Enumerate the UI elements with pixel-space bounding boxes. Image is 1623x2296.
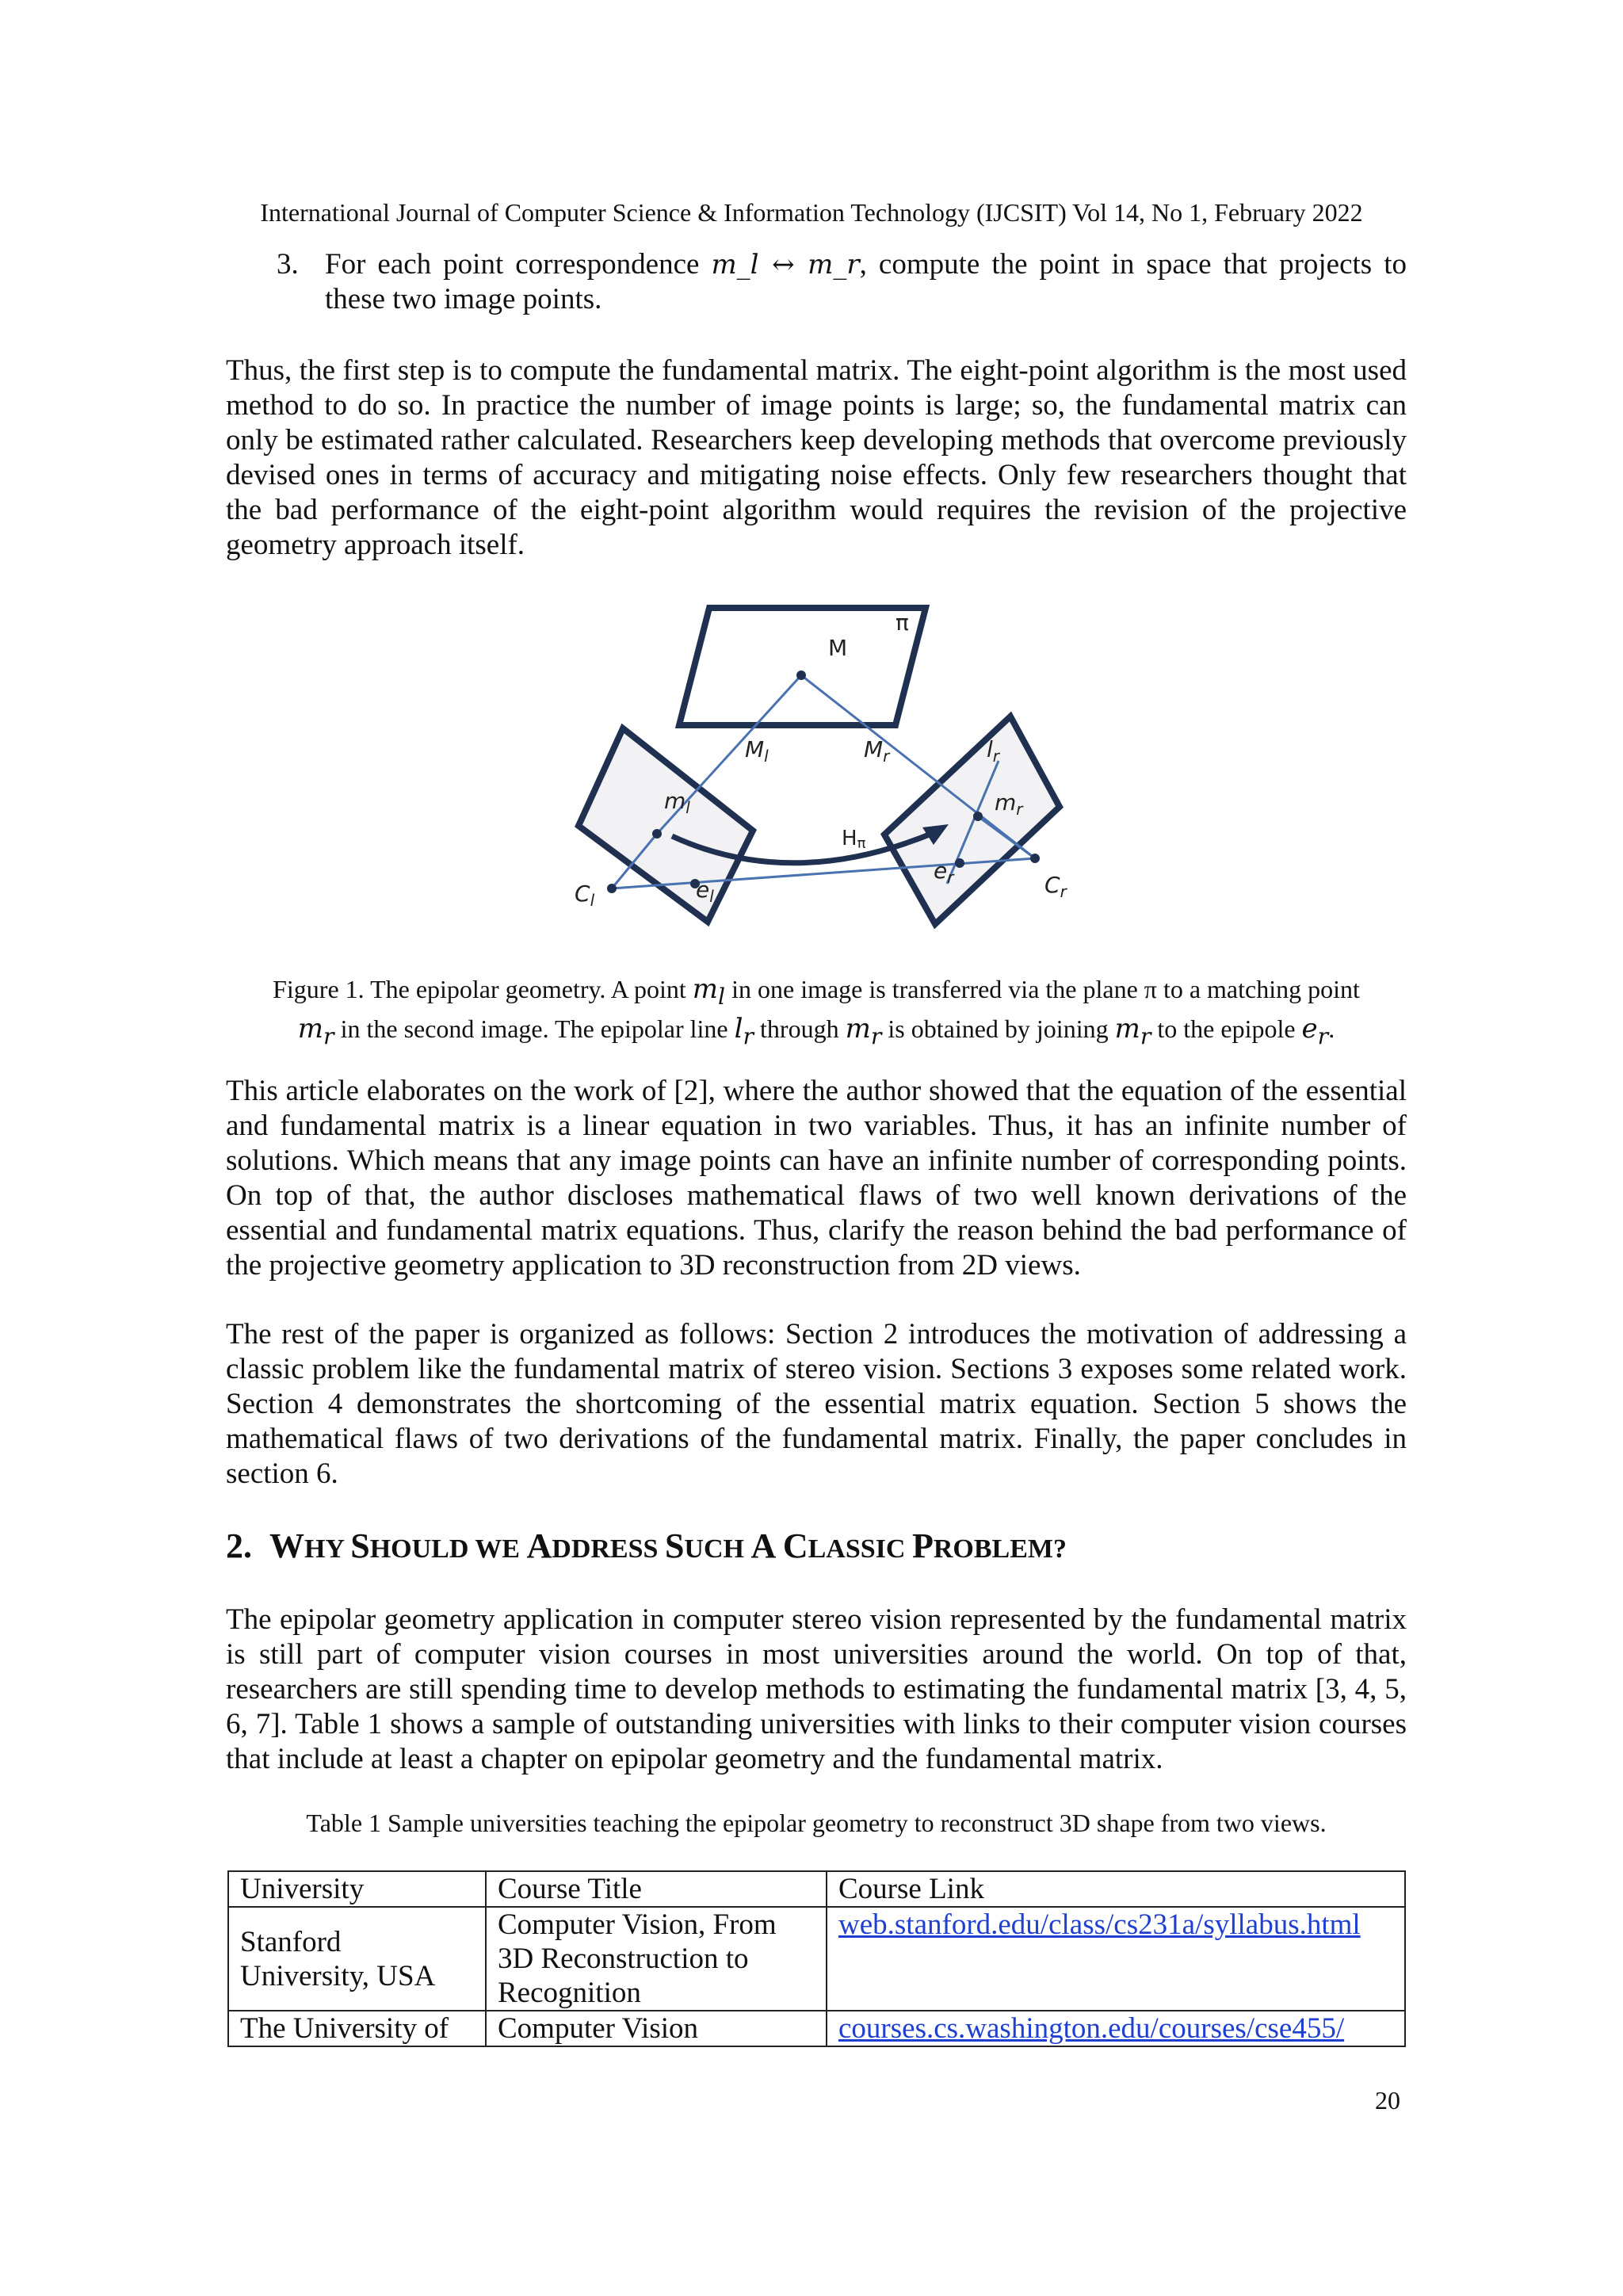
label-ml-sub: l [685, 798, 690, 817]
table-header-row [228, 1871, 1405, 1907]
figure-caption [226, 973, 1407, 1052]
label-Cr-main: C [1044, 872, 1060, 898]
title-part: C [782, 1526, 808, 1565]
label-Mr-sub: r [883, 747, 890, 766]
caption-text-1a: Figure 1. The epipolar geometry. A point [273, 975, 686, 1003]
paragraph-3-text: The rest of the paper is organized as follows: Section 2 introduces the motivation of addressing a classic problem like the fundamental matrix of stereo vision. Sections 3 exposes some related work. Section 4 demonstrates the shortcoming of the essential matrix equation. Section 5 shows the mathematical flaws of two derivations of the fundamental matrix. Finally, the paper concludes in section 6. [226, 1318, 1407, 1490]
label-Hpi-sub: π [857, 835, 866, 852]
caption-line-1 [226, 973, 1407, 1013]
caption-math-mr-1 [297, 1012, 334, 1049]
caption-math-er [1301, 1012, 1329, 1049]
caption-math-mr-main: m [297, 1012, 324, 1045]
paragraph-4 [226, 1603, 1407, 1777]
caption-line-2: $m_r$ in the second image. The epipolar line $l_r$ through $m_r$ is obtained by joining $m_r$ to the epipole $e_r$. [297, 1012, 1335, 1049]
label-M: M [828, 635, 848, 661]
caption-math-mr2-sub: r [870, 1022, 882, 1049]
title-part: P [911, 1526, 934, 1565]
cell-course-link [827, 1907, 1405, 2011]
paragraph-1-text: Thus, the first step is to compute the fundamental matrix. The eight-point algorithm is the most used method to do so. In practice the number of image points is large; so, the fundamental matrix can only be estimated rather calculated. Researchers keep developing methods that overcome previously devised ones in terms of accuracy and mitigating noise effects. Only few researchers thought that the bad performance of the eight-point algorithm would requires the revision of the projective geometry approach itself. [226, 354, 1407, 561]
correspondence-math: m_l ↔ m_r [711, 249, 860, 281]
paragraph-3 [226, 1317, 1407, 1492]
epipolar-geometry-figure [555, 594, 1078, 943]
point-ml [652, 829, 662, 839]
table-caption: Table 1 Sample universities teaching the epipolar geometry to reconstruct 3D shape from two views. [306, 1809, 1327, 1837]
caption-text-2a: in the second image. The epipolar line [340, 1014, 728, 1043]
label-Ml-sub: l [764, 747, 769, 766]
caption-math-mr3-main: m [1114, 1012, 1140, 1045]
right-image-plane [884, 716, 1060, 924]
title-part: S [350, 1526, 370, 1565]
caption-math-ml-sub: l [718, 983, 726, 1010]
cell-course-title: Computer Vision, From 3D Reconstruction to Recognition [486, 1907, 827, 2011]
paragraph-4-text: The epipolar geometry application in computer stereo vision represented by the fundamental matrix is still part of computer vision courses in most universities around the world. On top of that, researchers are still spending time to develop methods to estimating the fundamental matrix [3, 4, 5, 6, 7]. Table 1 shows a sample of outstanding universities with links to their computer vision courses that include at least a chapter on epipolar geometry and the fundamental matrix. [226, 1603, 1407, 1775]
label-Cr [1044, 872, 1068, 901]
title-part: DDRESS [552, 1534, 665, 1564]
point-M [796, 670, 806, 680]
list-text [325, 247, 1407, 317]
label-Cl-main: C [575, 881, 590, 907]
caption-text-1b: in one image is transferred via the plane π to a matching point [731, 975, 1360, 1003]
caption-math-mr-3 [1114, 1012, 1151, 1049]
caption-math-ml [692, 973, 726, 1010]
label-Hpi [842, 827, 866, 852]
label-er-main: e [934, 858, 948, 884]
label-Mr-main: M [864, 736, 884, 762]
plane-pi [679, 608, 926, 725]
caption-math-mr2-main: m [845, 1012, 871, 1045]
universities-table [227, 1870, 1406, 2047]
title-part: S [664, 1526, 685, 1565]
point-Cl [607, 884, 617, 893]
course-link[interactable]: web.stanford.edu/class/cs231a/syllabus.html [838, 1908, 1361, 1941]
title-part: UCH [684, 1534, 751, 1564]
title-part: A [750, 1526, 783, 1565]
label-Ml [745, 736, 769, 766]
label-Ml-main: M [745, 736, 765, 762]
caption-math-er-main: e [1301, 1012, 1318, 1045]
label-el-sub: l [709, 887, 714, 906]
label-mr-sub: r [1016, 800, 1023, 819]
label-mr-main: m [995, 789, 1017, 816]
cell-university: Stanford University, USA [228, 1907, 486, 2011]
title-part: ROBLEM? [933, 1534, 1067, 1564]
point-mr [973, 812, 983, 821]
label-Hpi-main: H [842, 827, 857, 850]
caption-text-2d: to the epipole [1157, 1014, 1296, 1043]
caption-math-ml-main: m [692, 973, 719, 1005]
label-Cl-sub: l [590, 891, 595, 910]
section-2-title [226, 1526, 1067, 1566]
caption-math-mr-2 [845, 1012, 882, 1049]
section-number: 2. [226, 1526, 252, 1565]
label-er-sub: r [947, 868, 954, 887]
caption-math-lr [734, 1012, 754, 1049]
label-el-main: e [696, 877, 710, 903]
caption-text-2c: is obtained by joining [888, 1014, 1109, 1043]
caption-math-lr-main: l [734, 1012, 743, 1045]
header-university: University [228, 1871, 486, 1907]
cell-course-title: Computer Vision [486, 2011, 827, 2046]
list-text-before: For each point correspondence [325, 248, 700, 281]
point-er [955, 858, 964, 868]
caption-text-2b: through [760, 1014, 839, 1043]
title-part: HOULD WE [369, 1534, 527, 1564]
point-Cr [1030, 854, 1040, 863]
header-course-title: Course Title [486, 1871, 827, 1907]
label-Cl [575, 881, 595, 910]
label-pi: π [896, 609, 909, 636]
table-row [228, 2011, 1405, 2046]
label-lr-main: l [987, 736, 993, 762]
paragraph-1 [226, 353, 1407, 563]
journal-header: International Journal of Computer Science & Information Technology (IJCSIT) Vol 14, No 1, February 2022 [260, 198, 1363, 227]
label-ml-main: m [664, 788, 686, 814]
paragraph-2-text: This article elaborates on the work of [2], where the author showed that the equation of the essential and fundamental matrix is a linear equation in two variables. Thus, it has an infinite number of solutions. Which means that any image points can have an infinite number of corresponding points. On top of that, the author discloses mathematical flaws of two well known derivations of the essential and fundamental matrix equations. Thus, clarify the reason behind the bad performance of the projective geometry application to 3D reconstruction from 2D views. [226, 1075, 1407, 1282]
title-part: LASSIC [808, 1534, 912, 1564]
course-link[interactable]: courses.cs.washington.edu/courses/cse455/ [838, 2012, 1345, 2045]
caption-math-lr-sub: r [743, 1022, 754, 1049]
title-part: A [526, 1526, 552, 1565]
header-course-link: Course Link [827, 1871, 1405, 1907]
label-Mr [864, 736, 891, 766]
table-row [228, 1907, 1405, 2011]
caption-math-er-sub: r [1317, 1022, 1329, 1049]
label-Cr-sub: r [1060, 882, 1067, 901]
cell-university: The University of [228, 2011, 486, 2046]
caption-math-mr-sub: r [323, 1022, 334, 1049]
page-number: 20 [1375, 2086, 1400, 2115]
caption-math-mr3-sub: r [1140, 1022, 1151, 1049]
list-text-after: , compute the point in space that projects to these two image points. [325, 248, 1407, 315]
list-number: 3. [277, 248, 299, 281]
title-part: HY [304, 1534, 351, 1564]
title-part: W [269, 1526, 304, 1565]
cell-course-link [827, 2011, 1405, 2046]
paragraph-2 [226, 1074, 1407, 1283]
label-lr-sub: r [992, 747, 1000, 766]
list-item-3 [226, 247, 1407, 317]
